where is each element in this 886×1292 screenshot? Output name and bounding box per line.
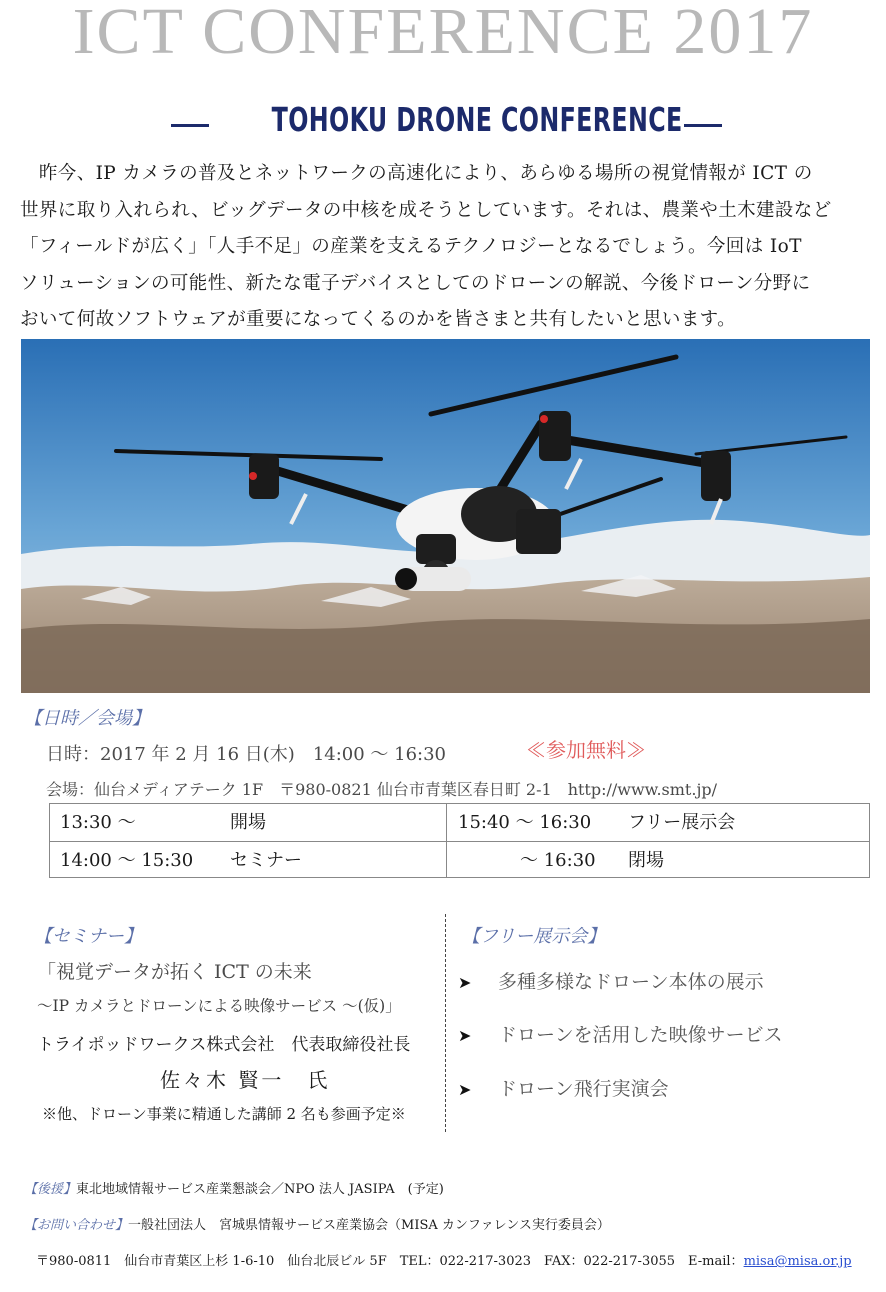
support-line [24,1178,444,1197]
intro-paragraph [20,156,870,339]
free-admission-badge: ≪参加無料≫ [526,738,646,762]
speaker-name: 佐々木 賢一 氏 [160,1068,331,1092]
intro-line: 昨今、IP カメラの普及とネットワークの高速化により、あらゆる場所の視覚情報が ICT の [20,163,813,184]
drone-photo [21,339,870,693]
schedule-right-time: 15:40 ～ 16:30 [458,812,592,833]
exhibition-item [458,1020,783,1047]
address-text: 〒980-0811 仙台市青葉区上杉 1-6-10 仙台北辰ビル 5F TEL：022-217-3023 FAX：022-217-3055 E-mail： [36,1254,744,1269]
intro-line: 世界に取り入れられ、ビッグデータの中核を成そうとしています。それは、農業や土木建設など [20,199,832,221]
contact-tag: 【お問い合わせ】 [24,1218,129,1233]
exhibition-item [458,967,764,994]
event-heading: 【日時／会場】 [24,708,150,729]
seminar-title: 「視覚データが拓く ICT の未来 [37,961,312,983]
conference-subtitle: TOHOKU DRONE CONFERENCE [271,100,683,139]
conference-title: ICT CONFERENCE 2017 [72,0,814,68]
contact-line [24,1214,610,1233]
address-line [36,1250,852,1269]
column-divider [445,914,446,1132]
arrow-bullet-icon: ➤ [458,1080,472,1099]
arrow-bullet-icon: ➤ [458,973,472,992]
schedule-table [49,803,870,878]
support-text: 東北地域情報サービス産業懇談会／NPO 法人 JASIPA (予定) [76,1182,444,1197]
schedule-right-time: ～ 16:30 [520,850,596,871]
schedule-left-time: 14:00 ～ 15:30 [60,850,194,871]
speaker-company: トライポッドワークス株式会社 代表取締役社長 [37,1035,411,1055]
support-tag: 【後援】 [24,1182,77,1197]
intro-line: 「フィールドが広く」「人手不足」の産業を支えるテクノロジーとなるでしょう。今回は IoT [20,236,802,257]
exhibition-item-label: ドローンを活用した映像サービス [498,1024,783,1046]
exhibition-heading: 【フリー展示会】 [462,926,606,947]
schedule-right-label: フリー展示会 [628,812,736,833]
arrow-bullet-icon: ➤ [458,1026,472,1045]
intro-line: ソリューションの可能性、新たな電子デバイスとしてのドローンの解説、今後ドローン分野に [20,272,811,294]
subtitle-dash-left [171,124,209,127]
intro-line: おいて何故ソフトウェアが重要になってくるのかを皆さまと共有したいと思います。 [20,309,736,330]
event-venue: 会場：仙台メディアテーク 1F 〒980-0821 仙台市青葉区春日町 2-1 http://www.smt.jp/ [46,780,718,799]
exhibition-item [458,1074,669,1101]
seminar-subtitle: ～IP カメラとドローンによる映像サービス ～(仮)」 [37,997,401,1015]
subtitle-row [0,98,886,150]
schedule-left-label: セミナー [230,850,302,871]
seminar-note: ※他、ドローン事業に精通した講師 2 名も参画予定※ [42,1105,406,1123]
schedule-right-label: 閉場 [628,850,664,871]
drone-illustration [21,339,870,693]
exhibition-item-label: 多種多様なドローン本体の展示 [498,971,764,993]
exhibition-item-label: ドローン飛行実演会 [498,1078,669,1100]
contact-text: 一般社団法人 宮城県情報サービス産業協会（MISA カンファレンス実行委員会） [128,1218,610,1233]
seminar-heading: 【セミナー】 [34,926,142,947]
schedule-left-time: 13:30 ～ [60,812,136,833]
schedule-col-divider [446,804,447,877]
email-link[interactable]: misa@misa.or.jp [743,1254,852,1269]
subtitle-dash-right [684,124,722,127]
schedule-left-label: 開場 [230,812,266,833]
event-datetime: 日時：2017 年 2 月 16 日(木) 14:00 ～ 16:30 [46,744,447,765]
